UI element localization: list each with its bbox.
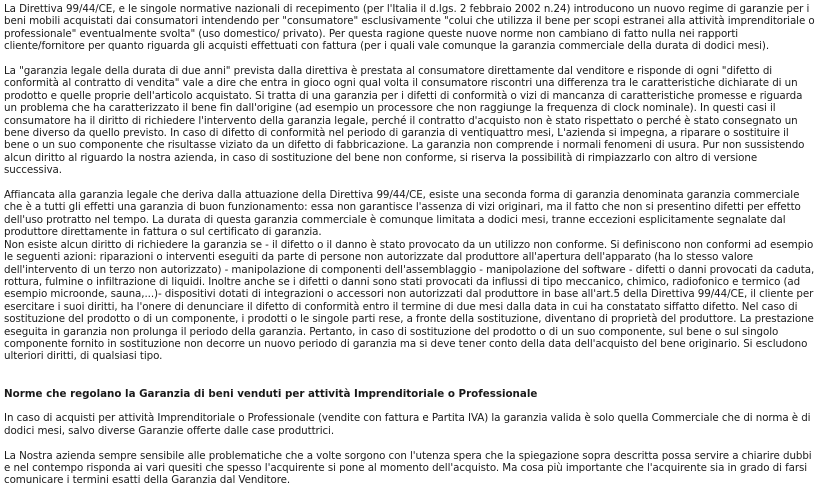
spacer xyxy=(4,437,816,449)
paragraph-commercial-warranty: Affiancata alla garanzia legale che deriva dalla attuazione della Direttiva 99/44/CE, esiste una seconda forma di garanzia denominata garanzia commerciale che è a tutti gli effetti una garanzia di buon funzionamento: essa non garantisce l'assenza di vizi originari, ma il fatto che non si presentino difetti per effetto dell'uso protratto nel tempo. La durata di questa garanzia commerciale è comunque limitata a dodici mesi, tranne eccezioni esplicitamente segnalate dal produttore direttamente in fattura o sul certificato di garanzia. xyxy=(4,189,801,239)
paragraph-directive-intro: La Direttiva 99/44/CE, e le singole normative nazionali di recepimento (per l'Italia il d.lgs. 2 febbraio 2002 n.24) introducono un nuovo regime di garanzie per i beni mobili acquistati dai consumatori intendendo per "consumatore" esclusivamente "colui che utilizza il bene per scopi estranei alla attività imprenditoriale o professionale" eventualmente svolta" (uso domestico/ privato). Per questa ragione queste nuove norme non cambiano di fatto nulla nei rapporti cliente/fornitore per quanto riguarda gli acquisti effettuati con fattura (per i quali vale comunque la garanzia commerciale della durata di dodici mesi). xyxy=(4,3,815,53)
spacer xyxy=(4,53,816,65)
paragraph-closing: La Nostra azienda sempre sensibile alle problematiche che a volte sorgono con l'utenza spera che la spiegazione sopra descritta possa servire a chiarire dubbi e nel contempo risponda ai vari quesiti che spesso l'acquirente si pone al momento dell'acquisto. Ma cosa più importante che l'acquirente sia in grado di farsi comunicare i termini esatti della Garanzia dal Venditore. xyxy=(4,449,812,487)
paragraph-exclusions: Non esiste alcun diritto di richiedere la garanzia se - il difetto o il danno è stato provocato da un utilizzo non conforme. Si definiscono non conformi ad esempio le seguenti azioni: riparazioni o interventi eseguiti da parte di persone non autorizzate dal produttore all'apertura dell'apparato (ha lo stesso valore dell'intervento di un terzo non autorizzato) - manipolazione di componenti dell'assemblaggio - manipolazione del software - difetti o danni provocati da caduta, rottura, fulmine o infiltrazione di liquidi. Inoltre anche se i difetti o danni sono stati provocati da influssi di tipo meccanico, chimico, radiofonico e termico (ad esempio microonde, sauna,...)- dispositivi dotati di integrazioni o accessori non autorizzati dal produttore in base all'art.5 della Direttiva 99/44/CE, il cliente per esercitare i suoi diritti, ha l'onere di denunciare il difetto di conformità entro il termine di due mesi dalla data in cui ha constatato siffatto difetto. Nel caso di sostituzione del prodotto o di un componente, i prodotti o le singole parti rese, a fronte della sostituzione, diventano di proprietà del produttore. La prestazione eseguita in garanzia non prolunga il periodo della garanzia. Pertanto, in caso di sostituzione del prodotto o di un suo componente, sul bene o sul singolo componente fornito in sostituzione non decorre un nuovo periodo di garanzia ma si deve tener conto della data dell'acquisto del bene originario. Si escludono ulteriori diritti, di qualsiasi tipo. xyxy=(4,238,815,363)
paragraph-legal-warranty: La "garanzia legale della durata di due anni" prevista dalla direttiva è prestata al consumatore direttamente dal venditore e risponde di ogni "difetto di conformità al contratto di vendita" vale a dire che entra in gioco ogni qual volta il consumatore riscontri una differenza tra le caratteristiche dichiarate di un prodotto e quelle proprie dell'articolo acquistato. Si tratta di una garanzia per i difetti di conformità o vizi di mancanza di caratteristiche promesse e riguarda un problema che ha caratterizzato il bene fin dall'origine (ad esempio un processore che non raggiunge la frequenza di clock nominale). In questi casi il consumatore ha il diritto di richiedere l'intervento della garanzia legale, perché il contratto d'acquisto non è stato rispettato o perché è stato consegnato un bene diverso da quello previsto. In caso di difetto di conformità nel periodo di garanzia di ventiquattro mesi, L'azienda si impegna, a riparare o sostituire il bene o un suo componente che risultasse viziato da un difetto di fabbricazione. La garanzia non comprende i normali fenomeni di usura. Pur non sussistendo alcun diritto al riguardo la nostra azienda, in caso di sostituzione del bene non conforme, si riserva la possibilità di rimpiazzarlo con altro di versione successiva. xyxy=(4,65,805,177)
spacer xyxy=(4,400,816,412)
paragraph-business-warranty: In caso di acquisti per attività Imprenditoriale o Professionale (vendite con fattura e Partita IVA) la garanzia valida è solo quella Commerciale che di norma è di dodici mesi, salvo diverse Garanzie offerte dalle case produttrici. xyxy=(4,412,811,437)
section-heading-business: Norme che regolano la Garanzia di beni venduti per attività Imprenditoriale o Professionale xyxy=(4,387,538,400)
spacer xyxy=(4,177,816,189)
spacer xyxy=(4,363,816,388)
